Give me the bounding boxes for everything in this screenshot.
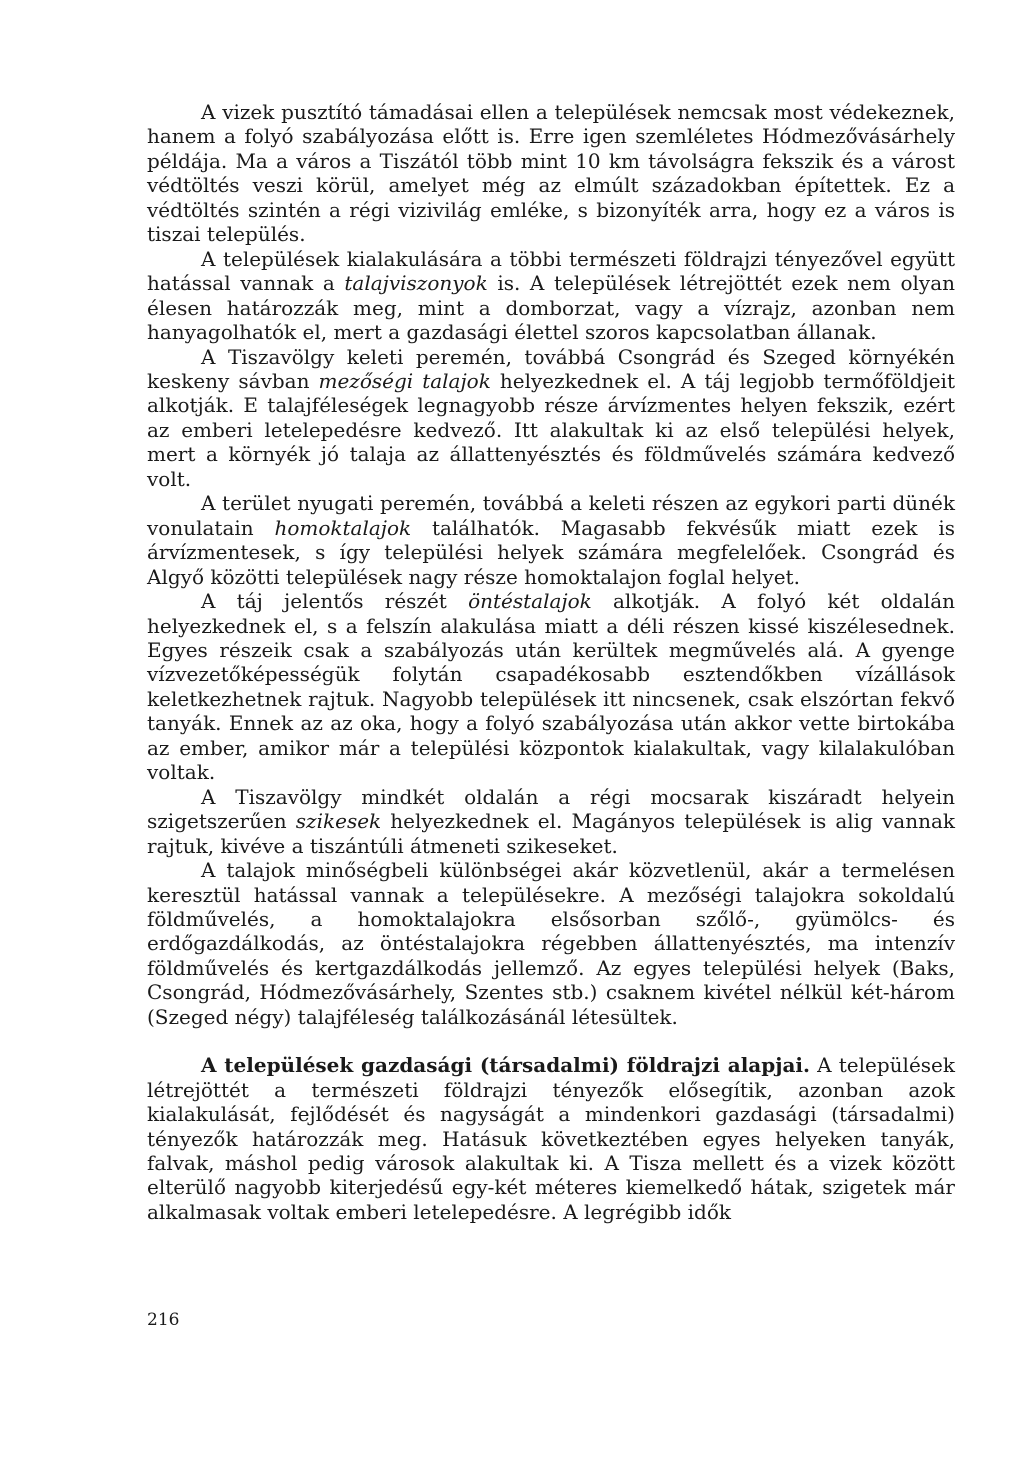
text-run: A talajok minőségbeli különbségei akár közvetlenül, akár a termelésen keresztül hatással vannak a településekre. A mezőségi talajokra sokoldalú földművelés, a homoktalajokra elsősorban szőlő-, gyümölcs- és erdőgazdálkodás, az öntéstalajokra régebben állattenyésztés, ma intenzív földművelés és kertgazdálkodás jellemző. Az egyes települési helyek (Baks, Csongrád, Hódmezővásárhely, Szentes stb.) csaknem kivétel nélkül két-három (Szeged négy) talajféleség találkozásánál létesültek. xyxy=(147,858,955,1029)
text-run: A terület nyugati peremén, továbbá a keleti részen az egykori parti dünék vonulatain xyxy=(147,491,955,540)
page-number: 216 xyxy=(147,1310,180,1330)
italic-term: homoktalajok xyxy=(274,515,412,540)
paragraph-soil-quality xyxy=(147,858,955,1029)
text-run: helyezkednek el. A táj legjobb termőföldjeit alkotják. E talajféleségek legnagyobb része árvízmentes helyen fekszik, ezért az emberi letelepedésre kedvező. Itt alakultak ki az első települési helyek, mert a környék jó talaja az állattenyésztés és földművelés számára kedvező volt. xyxy=(147,368,955,491)
text-run: A vizek pusztító támadásai ellen a települések nemcsak most védekeznek, hanem a folyó szabályozása előtt is. Erre igen szemléletes Hódmezővásárhely példája. Ma a város a Tiszától több mint 10 km távolságra fekszik és a várost védtöltés veszi körül, amelyet még az elmúlt századokban építettek. Ez a védtöltés szintén a régi vizivilág emléke, s bizonyíték arra, hogy ez a város is tiszai település. xyxy=(147,100,955,247)
italic-term: öntéstalajok xyxy=(468,589,592,614)
text-run: alkotják. A folyó két oldalán helyezkednek el, s a felszín alakulása miatt a déli részen kissé kiszélesednek. Egyes részeik csak a szabályozás után kerültek megművelés alá. A gyenge vízvezetőképességük folytán csapadékosabb esztendőkben vízállások keletkezhetnek rajtuk. Nagyobb települések itt nincsenek, csak elszórtan fekvő tanyák. Ennek az az oka, hogy a folyó szabályozása után akkor vette birtokába az ember, amikor már a települési központok kialakultak, vagy kilalakulóban voltak. xyxy=(147,589,955,785)
paragraph-mezoseg-soils xyxy=(147,345,955,492)
italic-term: talajviszonyok xyxy=(344,271,488,296)
paragraph-alluvial-soils xyxy=(147,589,955,785)
paragraph-water-defense xyxy=(147,100,955,247)
paragraph-soil-conditions xyxy=(147,247,955,345)
text-run: A táj jelentős részét xyxy=(201,589,469,614)
text-run: A Tiszavölgy keleti peremén, továbbá Csongrád és Szeged környékén keskeny sávban xyxy=(147,344,955,393)
text-run: A települések létrejöttét a természeti földrajzi tényezők elősegítik, azonban azok kialakulását, fejlődését és nagyságát a mindenkori gazdasági (társadalmi) tényezők határozzák meg. Hatásuk következtében egyes helyeken tanyák, falvak, máshol pedig városok alakultak ki. A Tisza mellett és a vizek között elterülő nagyobb kiterjedésű egy-két méteres kiemelkedő hátak, szigetek már alkalmasak voltak emberi letelepedésre. A legrégibb idők xyxy=(147,1053,955,1224)
text-run: is. A települések létrejöttét ezek nem olyan élesen határozzák meg, mint a domborzat, vagy a vízrajz, azonban nem hanyagolhatók el, mert a gazdasági élettel szoros kapcsolatban állanak. xyxy=(147,271,956,345)
text-run: helyezkednek el. Magányos települések is alig vannak rajtuk, kivéve a tiszántúli átmeneti szikeseket. xyxy=(147,809,956,858)
paragraph-economic-foundations xyxy=(147,1053,955,1224)
paragraph-alkaline-soils xyxy=(147,785,955,858)
text-body xyxy=(147,100,955,1224)
paragraph-sandy-soils xyxy=(147,491,955,589)
text-run: A települések kialakulására a többi természeti földrajzi tényezővel együtt hatással vannak a xyxy=(147,246,955,296)
text-run: A Tiszavölgy mindkét oldalán a régi mocsarak kiszáradt helyein szigetszerűen xyxy=(147,784,955,834)
italic-term: szikesek xyxy=(295,809,382,834)
text-run: találhatók. Magasabb fekvésűk miatt ezek is árvízmentesek, s így települési helyek számára megfelelőek. Csongrád és Algyő közötti települések nagy része homoktalajon foglal helyet. xyxy=(147,515,955,589)
italic-term: mezőségi talajok xyxy=(318,368,491,393)
section-heading: A települések gazdasági (társadalmi) földrajzi alapjai. xyxy=(201,1053,810,1078)
